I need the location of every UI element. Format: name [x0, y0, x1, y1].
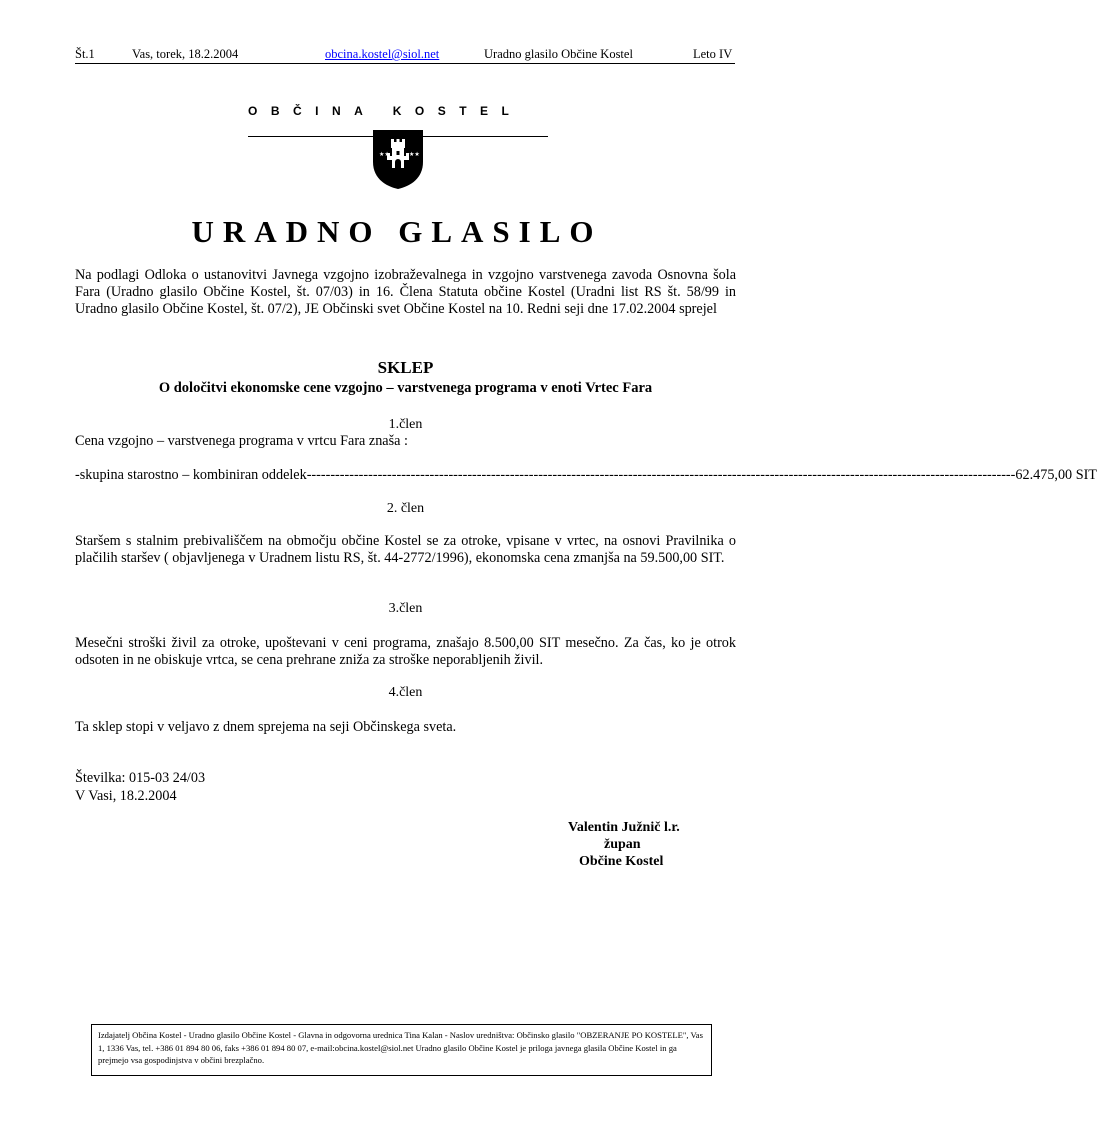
article-1-title: 1.člen — [388, 417, 423, 432]
article-4-title: 4.člen — [388, 685, 423, 700]
article-1-text: Cena vzgojno – varstvenega programa v vrtcu Fara znaša : — [75, 433, 408, 449]
signature-org: Občine Kostel — [579, 854, 664, 869]
reference-number: Številka: 015-03 24/03 — [75, 770, 206, 786]
reference-place-date: V Vasi, 18.2.2004 — [75, 788, 177, 804]
price-line-leader: ------------------------------------------------------------------------------------------------------------------------------------------------------ — [306, 467, 1016, 483]
svg-text:★★: ★★ — [409, 151, 420, 158]
svg-text:★★: ★★ — [379, 151, 390, 158]
price-line-bullet: - — [75, 467, 80, 483]
castle-crest-icon — [371, 128, 425, 190]
price-line-label: skupina starostno – kombiniran oddelek — [79, 467, 307, 483]
article-3-title: 3.člen — [388, 601, 423, 616]
issue-date: Vas, torek, 18.2.2004 — [132, 47, 239, 61]
volume-label: Leto IV — [693, 47, 733, 61]
page-number: Št.1 — [75, 47, 95, 61]
signature-name: Valentin Južnič l.r. — [568, 820, 680, 835]
email-link[interactable]: obcina.kostel@siol.net — [325, 47, 440, 61]
article-4-text: Ta sklep stopi v veljavo z dnem sprejema na seji Občinskega sveta. — [75, 719, 457, 735]
decision-subject: O določitvi ekonomske cene vzgojno – varstvenega programa v enoti Vrtec Fara — [158, 380, 653, 396]
publication-name: Uradno glasilo Občine Kostel — [484, 47, 633, 61]
gazette-title: URADNO GLASILO — [191, 214, 603, 249]
price-line-value: 62.475,00 SIT — [1015, 467, 1097, 483]
article-3-text: Mesečni stroški živil za otroke, upoštevani v ceni programa, znašajo 8.500,00 SIT mesečno. Za čas, ko je otrok odsoten in ne obiskuje vrtca, se cena prehrane zniža za stroške neporabljenih živil. — [75, 635, 736, 669]
price-line — [75, 467, 1097, 484]
decision-heading: SKLEP — [377, 358, 434, 377]
municipality-name: OBČINA KOSTEL — [248, 104, 523, 118]
article-2-text: Staršem s stalnim prebivališčem na območju občine Kostel se za otroke, vpisane v vrtec, na osnovi Pravilnika o plačilih staršev ( objavljenega v Uradnem listu RS, št. 44-2772/1996), ekonomska cena zmanjša na 59.500,00 SIT. — [75, 533, 736, 567]
article-2-title: 2. člen — [386, 501, 425, 516]
publisher-footer: Izdajatelj Občina Kostel - Uradno glasilo Občine Kostel - Glavna in odgovorna urednica Tina Kalan - Naslov uredništva: Občinsko glasilo "OBZERANJE PO KOSTELE", Vas 1, 1336 Vas, tel. +386 01 894 80 06, faks +386 01 894 80 07, e-mail:obcina.kostel@siol.net Uradno glasilo Občine Kostel je priloga javnega glasila Občine Kostel in ga prejmejo vsa gospodinjstva v občini brezplačno. — [91, 1024, 712, 1076]
header-divider — [75, 63, 735, 64]
intro-paragraph: Na podlagi Odloka o ustanovitvi Javnega vzgojno izobraževalnega in vzgojno varstvenega zavoda Osnovna šola Fara (Uradno glasilo Občine Kostel, št. 07/03) in 16. Člena Statuta občine Kostel (Uradni list RS št. 58/99 in Uradno glasilo Občine Kostel, št. 07/2), JE Občinski svet Občine Kostel na 10. Redni seji dne 17.02.2004 sprejel — [75, 267, 736, 318]
signature-role: župan — [604, 837, 641, 852]
